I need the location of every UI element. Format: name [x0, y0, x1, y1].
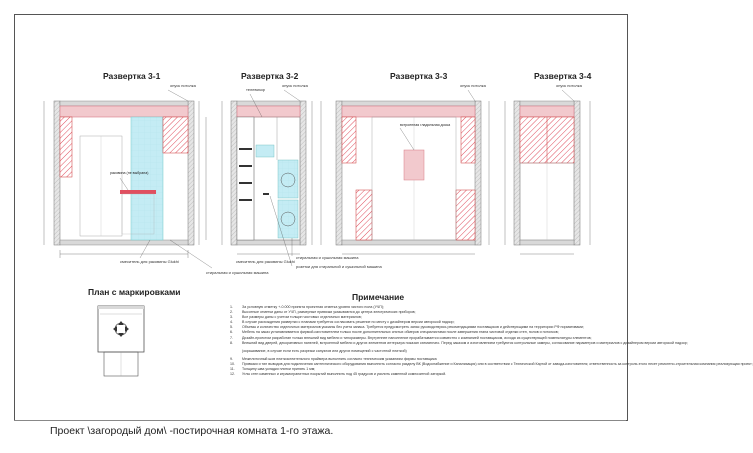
elevation-3-1-title: Развертка 3-1 — [103, 71, 161, 81]
elevation-3-4-title: Развертка 3-4 — [534, 71, 592, 81]
elevation-3-3 — [321, 90, 489, 254]
label-ironing-board: встроенная гладильная доска — [400, 123, 451, 127]
tile-wall-3-1 — [131, 117, 163, 240]
ironing-board — [404, 150, 424, 180]
label-washer-3-1: стиральная и сушильная машина — [206, 270, 269, 275]
note-item: 6. Мебель на заказ устанавливается фирмой-изготовителем только после дополнительных снятых обмеров специалистами после завершения этапа чистовой отделки стен, полов и потолков; — [230, 330, 559, 335]
elevation-3-1 — [44, 90, 212, 268]
label-tv: телевизор — [246, 87, 266, 92]
label-ceiling-3-3: опуск потолка — [460, 83, 486, 88]
label-faucet-3-2: смеситель для раковины Glukhi — [236, 259, 295, 264]
note-item: (окрашивание, в случае если есть разрезки санузлов или других помещений с частотной плиткой) — [242, 348, 407, 353]
elevation-3-2-title: Развертка 3-2 — [241, 71, 299, 81]
elevation-3-3-title: Развертка 3-3 — [390, 71, 448, 81]
note-item: 12. Углы стен каменных и керамогранитных покрытий выполнить под 45 градусов и усилить каменной композитной затиркой. — [230, 372, 447, 377]
sheet-title: Проект \загородый дом\ -постирочная комната 1-го этажа. — [50, 425, 334, 437]
notes-title: Примечание — [352, 292, 405, 302]
notes-list — [230, 305, 753, 377]
label-sink-not-selected: раковина (не выбрана) — [110, 171, 149, 175]
floor-plan — [98, 306, 144, 376]
note-item: 3. Все размеры даны с учетом толщин чистовых отделочных материалов; — [230, 315, 362, 320]
note-item: 11. Толщину шва укладки плитки принять 1 мм; — [230, 367, 316, 372]
elevation-3-2 — [222, 90, 312, 266]
ceiling-drop-3-1 — [60, 106, 188, 117]
note-item: 1. За условную отметку +-0.000 принята проектная отметка уровня чистого пола (УЧП); — [230, 305, 385, 309]
label-ceiling-3-4: опуск потолка — [556, 83, 582, 88]
note-item: 4. В случае расхождения развертки с планами требуется согласовать решение по месту с дизайнером версии авторской надзор; — [230, 320, 455, 325]
elevation-3-4 — [505, 90, 590, 254]
note-item: 9. Межплиточный шов плиткоклеительного праймера выполнить согласно техническим указаниям фирмы поставщика — [230, 356, 437, 361]
note-item: 5. Объемы и количество отделочных материалов указаны без учета запаса. Требуется предусмотреть запас руководствуясь рекомендациями поставщиков и действующими на территории РФ нормативами; — [230, 325, 584, 330]
plan-title: План с маркировками — [88, 287, 181, 297]
ceiling-drop-3-3 — [342, 106, 475, 117]
label-faucet-3-1: смеситель для раковины Glukhi — [120, 259, 179, 264]
note-item: 2. Высотные отметки даны от УЧП, размерные привязки указываются до центра электрических приборов; — [230, 310, 416, 315]
ceiling-drop-3-4 — [520, 106, 574, 117]
note-item: 10. Привязки и тип выводов для подключения сантехнического оборудования выполнить согласно разделу ВК (Водоснабжение и Канализация) или в соответствии с Технической Картой от завода-изготовителя; ответственность за контроль этого несет ремонтно-строительная компания реализующая проект; — [230, 361, 753, 366]
note-item: 8. Внешний вид дверей, декоративных панелей, встроенной мебели и других элементов интерьера показан схематично. Перед заказом и изготовлением требуются контрольные замеры, согласование параметров и материалов с дизайнером версии авторской надзор; — [230, 340, 688, 345]
note-item: 7. Дизайн-проектом разработан только внешний вид мебели и типоразмеры. Внутреннее наполнение прорабатывается совместно с компанией поставщиком, исходя из существующей номенклатуры элементов; — [230, 335, 592, 340]
ceiling-drop-3-2 — [237, 106, 300, 117]
label-ceiling-3-2: опуск потолка — [282, 83, 308, 88]
label-ceiling-3-1: опуск потолка — [170, 83, 196, 88]
label-washer-3-2: стиральная и сушильная машина — [296, 255, 359, 260]
label-washer-outlet: розетки для стиральной и сушильной машина — [296, 264, 382, 269]
